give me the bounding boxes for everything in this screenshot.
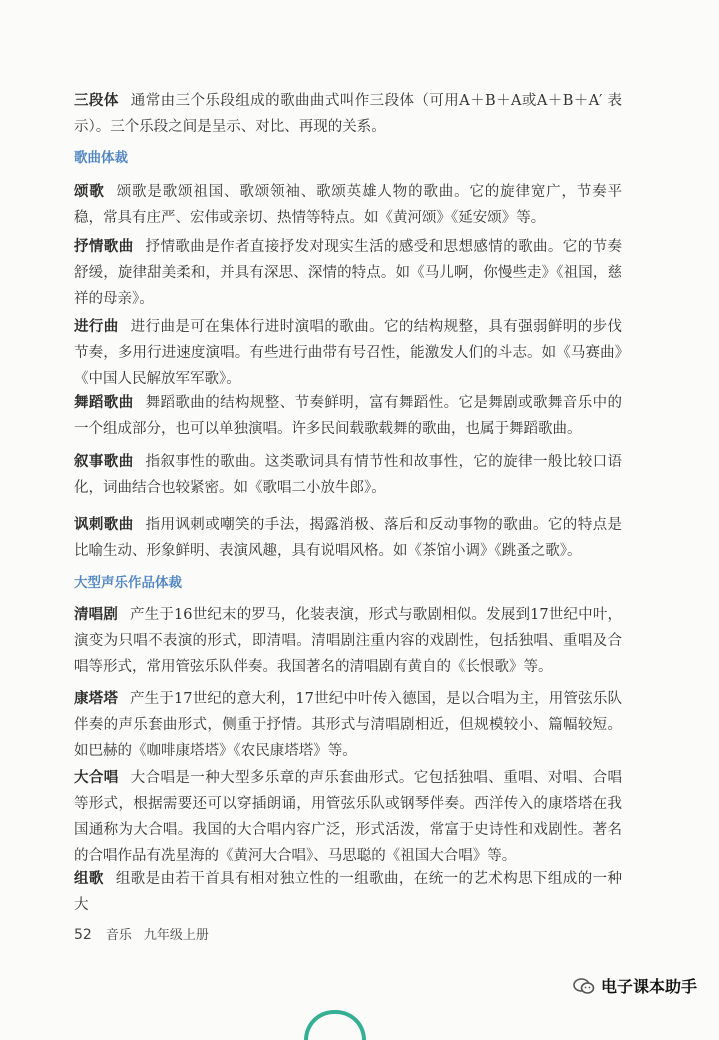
term-body: 产生于17世纪的意大利，17世纪中叶传入德国，是以合唱为主，用管弦乐队伴奏的声乐套曲形式，侧重于抒情。其形式与清唱剧相近，但规模较小、篇幅较短。如巴赫的《咖啡康塔塔》《农民康塔塔》等。: [74, 691, 623, 759]
term-body: 颂歌是歌颂祖国、歌颂领袖、歌颂英雄人物的歌曲。它的旋律宽广，节奏平稳，常具有庄严、宏伟或亲切、热情等特点。如《黄河颂》《延安颂》等。: [74, 184, 623, 226]
watermark-text: 电子课本助手: [600, 977, 697, 996]
page-footer: [74, 924, 209, 943]
term-body: 组歌是由若干首具有相对独立性的一组歌曲，在统一的艺术构思下组成的一种大: [74, 871, 623, 913]
entry-satirical-song: [74, 512, 622, 564]
term-title: 抒情歌曲: [74, 239, 134, 255]
footer-volume: 九年级上册: [143, 928, 209, 943]
entry-lyrical-song: [74, 234, 622, 312]
term-title: 康塔塔: [74, 691, 119, 707]
entry-cantata: [74, 686, 622, 764]
entry-dance-song: [74, 390, 622, 442]
decorative-arc: [304, 1010, 366, 1040]
term-title: 进行曲: [74, 319, 119, 335]
page-number: 52: [74, 927, 92, 943]
term-body: 指用讽刺或嘲笑的手法，揭露消极、落后和反动事物的歌曲。它的特点是比喻生动、形象鲜明、表演风趣，具有说唱风格。如《茶馆小调》《跳蚤之歌》。: [74, 517, 623, 559]
term-title: 叙事歌曲: [74, 454, 134, 470]
entry-song-suite: [74, 866, 622, 918]
term-body: 抒情歌曲是作者直接抒发对现实生活的感受和思想感情的歌曲。它的节奏舒缓，旋律甜美柔和，并具有深思、深情的特点。如《马儿啊，你慢些走》《祖国，慈祥的母亲》。: [74, 239, 623, 307]
term-body: 产生于16世纪末的罗马，化装表演，形式与歌剧相似。发展到17世纪中叶，演变为只唱不表演的形式，即清唱。清唱剧注重内容的戏剧性，包括独唱、重唱及合唱等形式，常用管弦乐队伴奏。我国著名的清唱剧有黄自的《长恨歌》等。: [74, 607, 623, 675]
term-title: 讽刺歌曲: [74, 517, 134, 533]
footer-subject: 音乐: [105, 928, 132, 943]
term-title: 三段体: [74, 93, 119, 109]
section-heading-song-genres: 歌曲体裁: [74, 150, 128, 166]
entry-oratorio: [74, 602, 622, 680]
entry-grand-chorus: [74, 765, 622, 869]
term-body: 通常由三个乐段组成的歌曲曲式叫作三段体（可用A＋B＋A或A＋B＋A′ 表示）。三个乐段之间是呈示、对比、再现的关系。: [74, 93, 623, 135]
term-body: 舞蹈歌曲的结构规整、节奏鲜明，富有舞蹈性。它是舞剧或歌舞音乐中的一个组成部分，也可以单独演唱。许多民间载歌载舞的歌曲，也属于舞蹈歌曲。: [74, 395, 623, 437]
term-title: 颂歌: [74, 184, 105, 200]
entry-anthem: [74, 179, 622, 231]
term-body: 指叙事性的歌曲。这类歌词具有情节性和故事性，它的旋律一般比较口语化，词曲结合也较紧密。如《歌唱二小放牛郎》。: [74, 454, 623, 496]
section-heading-large-vocal-works: 大型声乐作品体裁: [74, 575, 182, 591]
term-body: 大合唱是一种大型多乐章的声乐套曲形式。它包括独唱、重唱、对唱、合唱等形式，根据需要还可以穿插朗诵，用管弦乐队或钢琴伴奏。西洋传入的康塔塔在我国通称为大合唱。我国的大合唱内容广泛，形式活泼，常富于史诗性和戏剧性。著名的合唱作品有冼星海的《黄河大合唱》、马思聪的《祖国大合唱》等。: [74, 770, 623, 864]
entry-three-part-form: [74, 88, 622, 140]
term-title: 舞蹈歌曲: [74, 395, 134, 411]
wechat-channel-icon: [573, 977, 595, 995]
watermark: [573, 974, 697, 997]
term-title: 组歌: [74, 871, 104, 887]
entry-narrative-song: [74, 449, 622, 501]
entry-march: [74, 314, 622, 392]
term-body: 进行曲是可在集体行进时演唱的歌曲。它的结构规整，具有强弱鲜明的步伐节奏，多用行进速度演唱。有些进行曲带有号召性，能激发人们的斗志。如《马赛曲》《中国人民解放军军歌》。: [74, 319, 623, 387]
term-title: 清唱剧: [74, 607, 119, 623]
term-title: 大合唱: [74, 770, 119, 786]
